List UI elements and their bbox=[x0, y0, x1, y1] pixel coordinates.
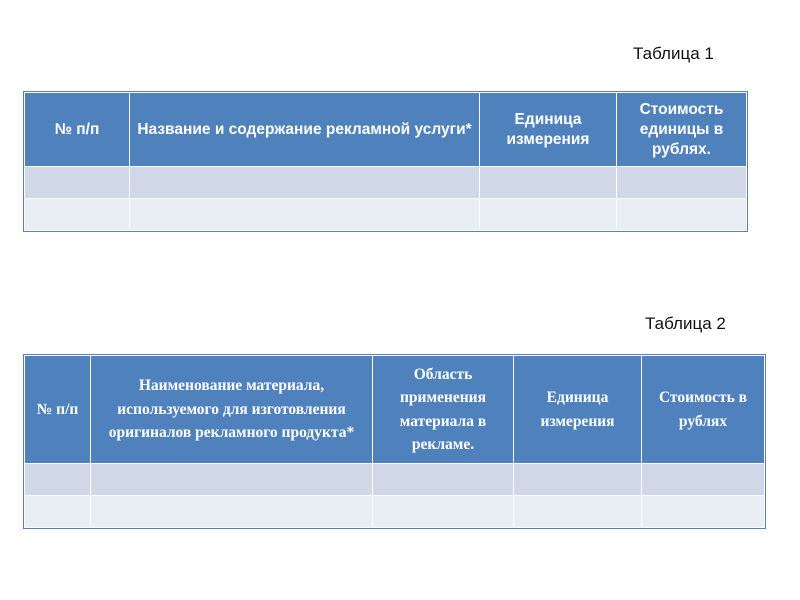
table-row bbox=[25, 199, 747, 231]
table-cell[interactable] bbox=[642, 464, 765, 496]
table-1-header-unit: Единица измерения bbox=[480, 93, 617, 167]
table-cell[interactable] bbox=[480, 167, 617, 199]
table-cell[interactable] bbox=[91, 464, 373, 496]
table-2 bbox=[24, 355, 765, 528]
table-cell[interactable] bbox=[480, 199, 617, 231]
table-cell[interactable] bbox=[373, 464, 514, 496]
table-cell[interactable] bbox=[642, 496, 765, 528]
table-1-header-row bbox=[25, 93, 747, 167]
table-2-header-cost: Стоимость в рублях bbox=[642, 356, 765, 464]
table-2-header-unit: Единица измерения bbox=[514, 356, 642, 464]
table-2-header-number: № п/п bbox=[25, 356, 91, 464]
table-row bbox=[25, 464, 765, 496]
table-cell[interactable] bbox=[373, 496, 514, 528]
table-cell[interactable] bbox=[25, 199, 130, 231]
table-cell[interactable] bbox=[25, 167, 130, 199]
table-cell[interactable] bbox=[25, 464, 91, 496]
table-1-caption: Таблица 1 bbox=[633, 44, 714, 63]
table-1-header-number: № п/п bbox=[25, 93, 130, 167]
table-row bbox=[25, 496, 765, 528]
table-cell[interactable] bbox=[130, 167, 480, 199]
table-2-header-material-name: Наименование материала, используемого для изготовления оригиналов рекламного продукта* bbox=[91, 356, 373, 464]
table-2-header-row bbox=[25, 356, 765, 464]
table-cell[interactable] bbox=[514, 464, 642, 496]
table-2-caption: Таблица 2 bbox=[645, 314, 726, 333]
table-cell[interactable] bbox=[514, 496, 642, 528]
table-cell[interactable] bbox=[617, 167, 747, 199]
table-cell[interactable] bbox=[25, 496, 91, 528]
table-row bbox=[25, 167, 747, 199]
table-2-header-application-area: Область применения материала в рекламе. bbox=[373, 356, 514, 464]
table-1-header-unit-cost: Стоимость единицы в рублях. bbox=[617, 93, 747, 167]
table-1-header-service-name: Название и содержание рекламной услуги* bbox=[130, 93, 480, 167]
table-cell[interactable] bbox=[617, 199, 747, 231]
table-cell[interactable] bbox=[91, 496, 373, 528]
table-1 bbox=[24, 92, 747, 231]
table-cell[interactable] bbox=[130, 199, 480, 231]
